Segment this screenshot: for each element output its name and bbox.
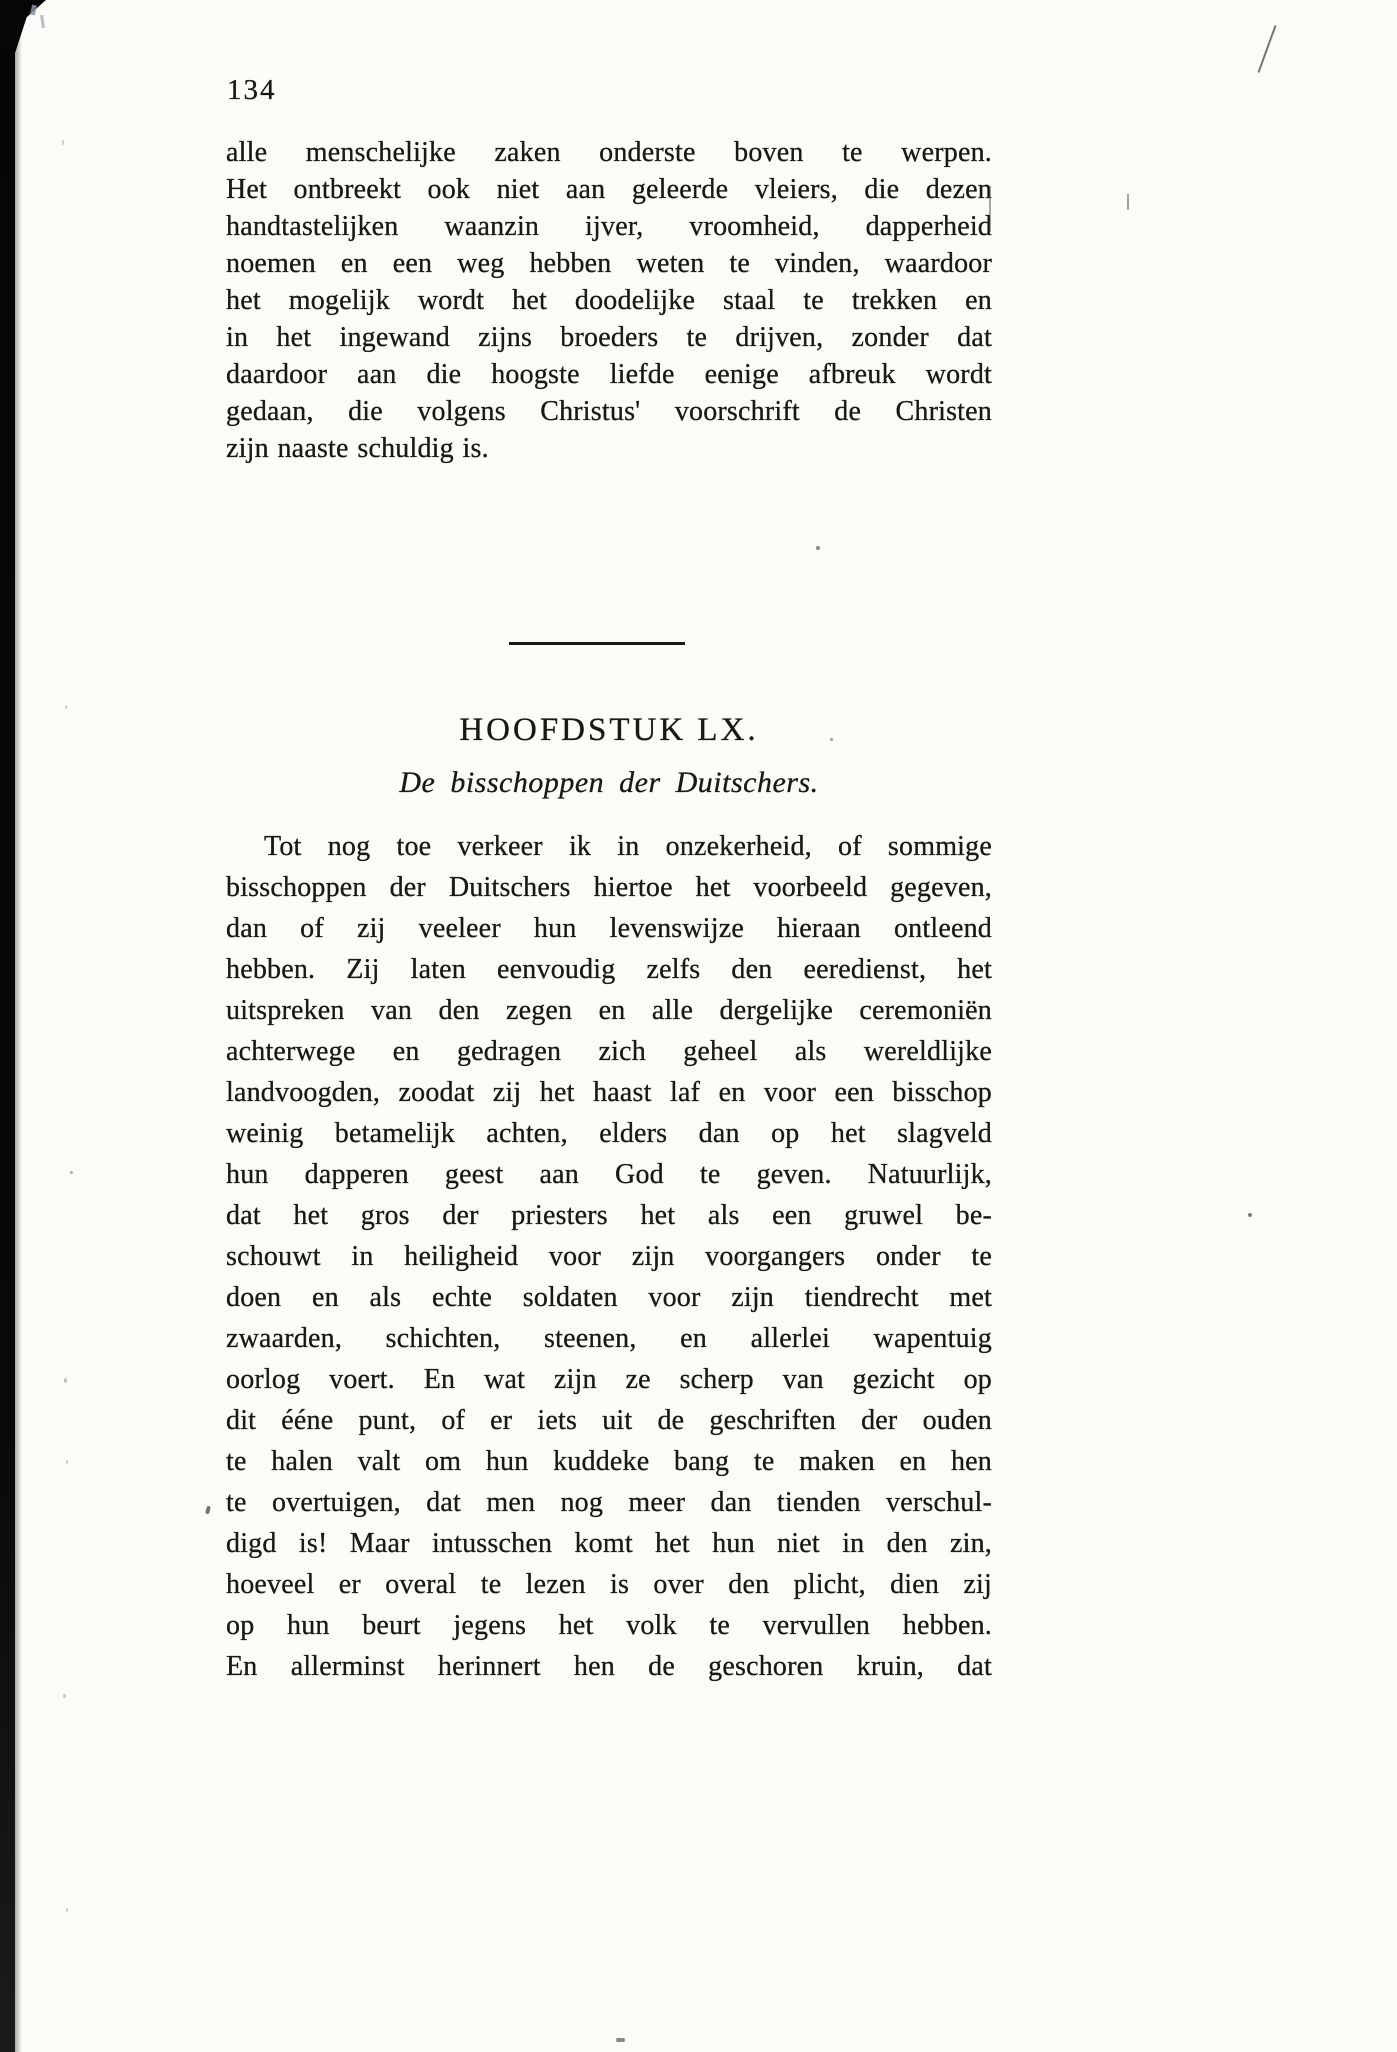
text-line: in het ingewand zijns broeders te drijven, zonder dat (226, 322, 992, 353)
text-line: achterwege en gedragen zich geheel als wereldlijke (226, 1036, 992, 1067)
text-line: het mogelijk wordt het doodelijke staal te trekken en (226, 285, 992, 316)
scan-speck (616, 2038, 625, 2042)
scan-speck (40, 15, 45, 28)
text-line: te halen valt om hun kuddeke bang te maken en hen (226, 1446, 992, 1477)
chapter-heading: HOOFDSTUK LX. (459, 712, 759, 748)
text-line: noemen en een weg hebben weten te vinden, waardoor (226, 248, 992, 279)
scan-speck (63, 1694, 66, 1698)
text-line: gedaan, die volgens Christus' voorschrift de Christen (226, 396, 992, 427)
binding-shadow (0, 0, 15, 2052)
scan-speck (1127, 194, 1129, 210)
scan-speck (70, 1171, 73, 1174)
scan-speck (205, 1506, 211, 1515)
text-line: weinig betamelijk achten, elders dan op het slagveld (226, 1118, 992, 1149)
text-line: bisschoppen der Duitschers hiertoe het voorbeeld gegeven, (226, 872, 992, 903)
page-number: 134 (227, 74, 277, 106)
text-line: zwaarden, schichten, steenen, en allerlei wapentuig (226, 1323, 992, 1354)
text-line: dat het gros der priesters het als een gruwel be- (226, 1200, 992, 1231)
paragraph-continued (226, 134, 992, 467)
text-line: oorlog voert. En wat zijn ze scherp van gezicht op (226, 1364, 992, 1395)
scan-speck (1248, 1213, 1252, 1217)
text-line: digd is! Maar intusschen komt het hun niet in den zin, (226, 1528, 992, 1559)
text-line: handtastelijken waanzin ijver, vroomheid, dapperheid (226, 211, 992, 242)
text-line: dan of zij veeleer hun levenswijze hieraan ontleend (226, 913, 992, 944)
text-line: uitspreken van den zegen en alle dergelijke ceremoniën (226, 995, 992, 1026)
text-line: dit ééne punt, of er iets uit de geschriften der ouden (226, 1405, 992, 1436)
scan-speck (1258, 25, 1277, 73)
binding-shadow-fade (15, 0, 22, 2052)
section-divider (509, 642, 685, 645)
binding-shadow-wedge (0, 0, 46, 54)
text-line: alle menschelijke zaken onderste boven te werpen. (226, 137, 992, 168)
text-line: zijn naaste schuldig is. (226, 433, 489, 464)
scan-speck (64, 1378, 67, 1383)
scan-speck (66, 1908, 68, 1912)
text-line: daardoor aan die hoogste liefde eenige afbreuk wordt (226, 359, 992, 390)
chapter-body-paragraph (226, 826, 992, 1687)
text-line: Tot nog toe verkeer ik in onzekerheid, of sommige (264, 831, 992, 862)
text-line: En allerminst herinnert hen de geschoren kruin, dat (226, 1651, 992, 1682)
text-line: op hun beurt jegens het volk te vervullen hebben. (226, 1610, 992, 1641)
text-line: hun dapperen geest aan God te geven. Natuurlijk, (226, 1159, 992, 1190)
scan-speck (65, 705, 67, 709)
text-line: hoeveel er overal te lezen is over den plicht, dien zij (226, 1569, 992, 1600)
scan-speck (66, 1460, 68, 1464)
text-line: hebben. Zij laten eenvoudig zelfs den eeredienst, het (226, 954, 992, 985)
scan-speck (816, 546, 820, 550)
scan-speck (62, 140, 64, 145)
text-line: doen en als echte soldaten voor zijn tiendrecht met (226, 1282, 992, 1313)
text-line: Het ontbreekt ook niet aan geleerde vleiers, die dezen (226, 174, 992, 205)
chapter-subtitle: De bisschoppen der Duitschers. (399, 766, 819, 799)
text-line: landvoogden, zoodat zij het haast laf en voor een bisschop (226, 1077, 992, 1108)
text-line: schouwt in heiligheid voor zijn voorgangers onder te (226, 1241, 992, 1272)
text-line: te overtuigen, dat men nog meer dan tienden verschul- (226, 1487, 992, 1518)
